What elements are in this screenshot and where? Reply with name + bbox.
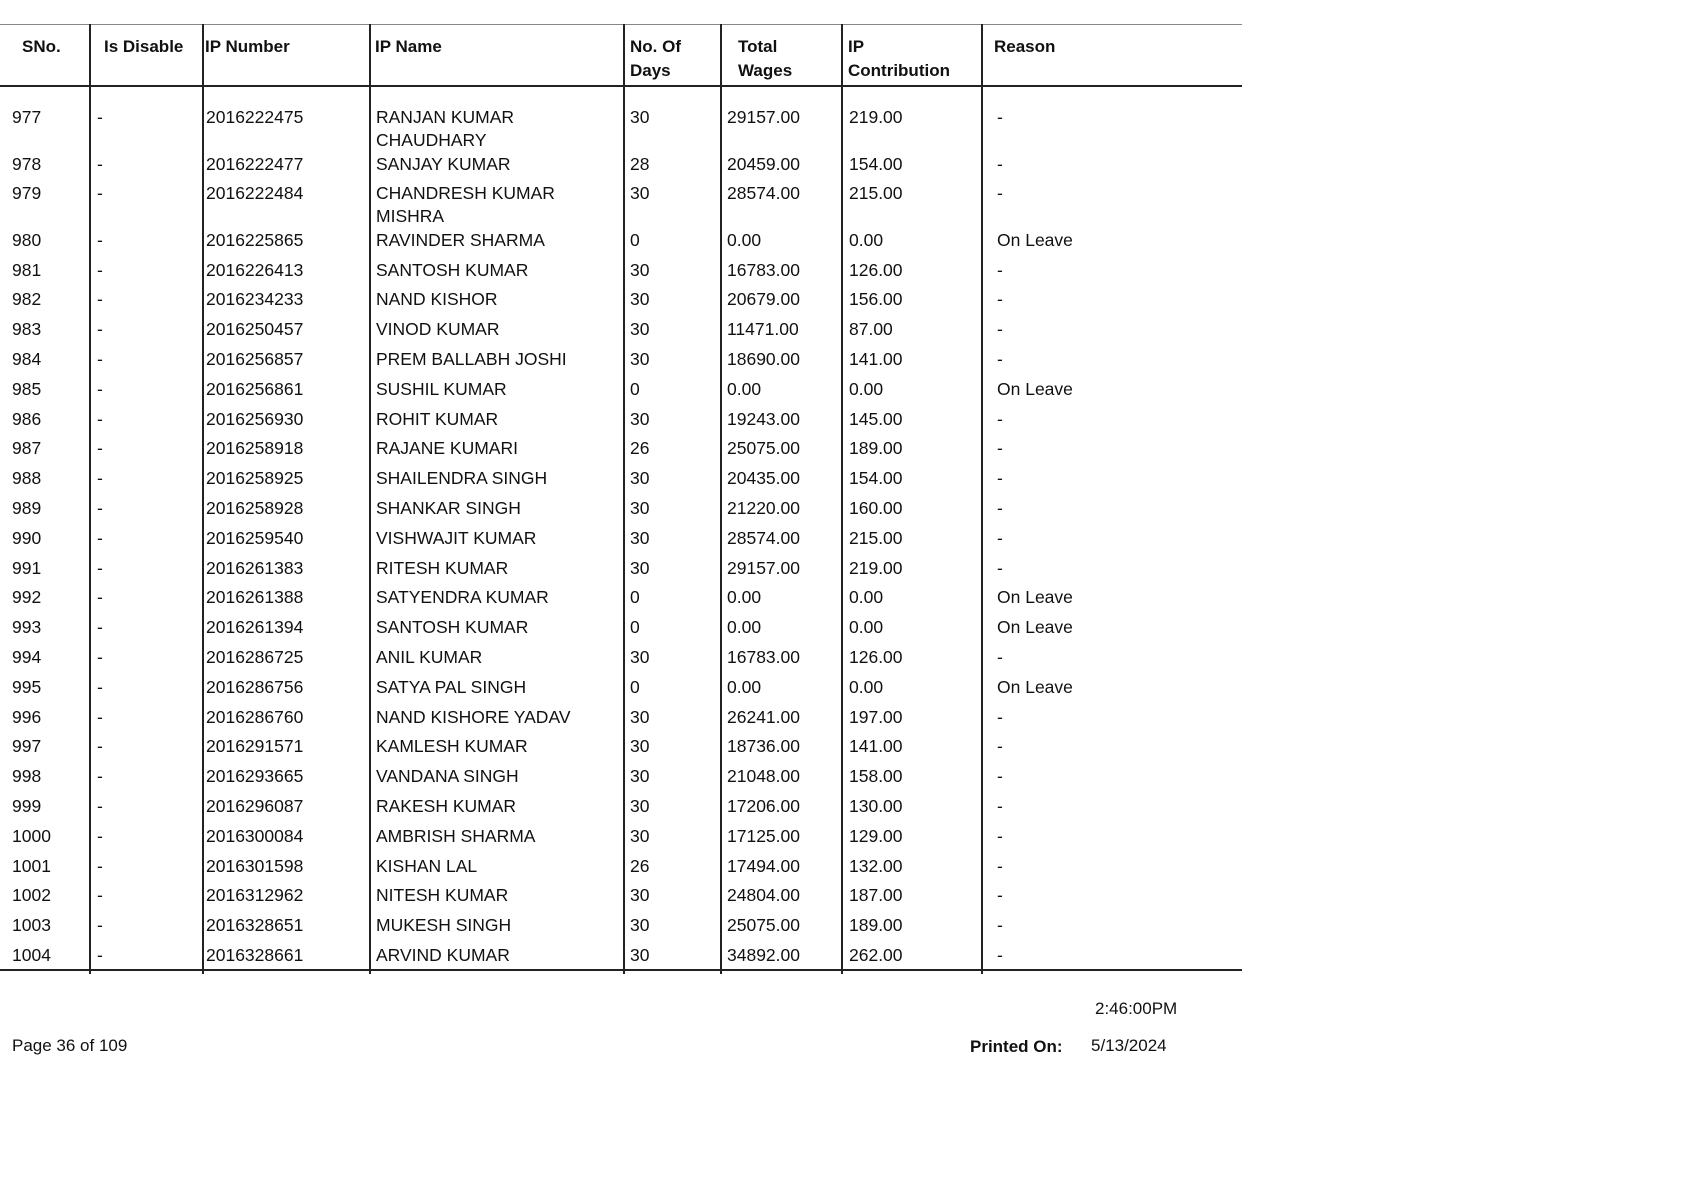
cell-reason: - [997,468,1003,489]
cell-is-disable: - [97,647,103,667]
cell-days: 30 [630,706,650,727]
cell-total-wages: 25075.00 [727,438,800,459]
cell-total-wages: 29157.00 [727,107,800,127]
header-is-disable: Is Disable [104,37,184,56]
cell-ip-contribution: 0.00 [849,229,884,250]
cell-ip-contribution: 145.00 [849,408,903,429]
cell-reason: - [997,736,1003,757]
cell-ip-name: KAMLESH KUMAR [376,736,528,757]
cell-is-disable: - [97,527,103,548]
cell-sno: 1003 [12,915,51,936]
cell-reason: - [997,107,1003,127]
cell-is-disable: - [97,617,103,638]
cell-ip-number: 2016225865 [206,229,304,250]
cell-total-wages: 20435.00 [727,468,800,489]
cell-ip-number: 2016293665 [206,766,304,787]
cell-ip-name: MUKESH SINGH [376,915,512,936]
cell-ip-name: KISHAN LAL [376,855,478,876]
cell-is-disable: - [97,229,103,250]
cell-is-disable: - [97,183,103,204]
cell-is-disable: - [97,349,103,369]
printed-on-label: Printed On: [970,1037,1063,1056]
header-ip-name: IP Name [375,37,442,56]
cell-total-wages: 19243.00 [727,408,800,429]
cell-sno: 992 [12,587,42,608]
cell-ip-number: 2016286756 [206,676,304,697]
cell-ip-number: 2016261388 [206,587,304,608]
cell-ip-number: 2016312962 [206,885,304,906]
cell-is-disable: - [97,107,103,127]
cell-days: 30 [630,408,650,429]
cell-days: 26 [630,438,650,459]
cell-is-disable: - [97,289,103,310]
cell-sno: 991 [12,557,42,578]
cell-sno: 999 [12,796,42,816]
printed-on-date: 5/13/2024 [1091,1036,1167,1055]
cell-ip-number: 2016261394 [206,617,304,638]
cell-ip-name: ANIL KUMAR [376,647,483,667]
cell-ip-name: VANDANA SINGH [376,766,519,787]
cell-reason: - [997,706,1003,727]
cell-is-disable: - [97,825,103,846]
cell-is-disable: - [97,855,103,876]
cell-total-wages: 17494.00 [727,855,800,876]
column-divider [89,24,91,974]
cell-ip-contribution: 132.00 [849,855,903,876]
cell-ip-name: RANJAN KUMAR CHAUDHARY [376,107,515,150]
cell-ip-name: NAND KISHORE YADAV [376,706,571,727]
cell-ip-contribution: 189.00 [849,438,903,459]
cell-is-disable: - [97,706,103,727]
header-wages-line2: Wages [738,61,793,80]
cell-is-disable: - [97,319,103,340]
cell-is-disable: - [97,587,103,608]
cell-total-wages: 29157.00 [727,557,800,578]
cell-total-wages: 0.00 [727,587,762,608]
cell-ip-number: 2016222484 [206,183,304,204]
cell-total-wages: 20679.00 [727,289,800,310]
cell-ip-number: 2016256861 [206,378,304,399]
cell-ip-contribution: 158.00 [849,766,903,787]
cell-is-disable: - [97,915,103,936]
cell-total-wages: 0.00 [727,229,762,250]
cell-ip-number: 2016250457 [206,319,304,340]
cell-ip-number: 2016234233 [206,289,304,310]
cell-days: 30 [630,498,650,518]
header-ip-contribution [848,35,950,83]
cell-sno: 979 [12,183,42,204]
print-time: 2:46:00PM [1095,999,1178,1018]
cell-sno: 996 [12,706,42,727]
table-top-rule [0,24,1242,25]
cell-days: 26 [630,855,650,876]
cell-ip-name: SANTOSH KUMAR [376,617,529,638]
cell-reason: - [997,885,1003,906]
cell-total-wages: 21048.00 [727,766,800,787]
cell-total-wages: 16783.00 [727,647,800,667]
cell-reason: - [997,438,1003,459]
header-wages-line1: Total [738,37,778,56]
cell-total-wages: 20459.00 [727,153,800,174]
cell-ip-contribution: 197.00 [849,706,903,727]
cell-ip-name: SHAILENDRA SINGH [376,468,548,489]
cell-ip-contribution: 126.00 [849,647,903,667]
cell-ip-contribution: 262.00 [849,945,903,965]
cell-ip-contribution: 141.00 [849,736,903,757]
cell-ip-name: CHANDRESH KUMAR MISHRA [376,183,555,227]
cell-days: 0 [630,617,640,638]
cell-sno: 993 [12,617,42,638]
cell-ip-name: NAND KISHOR [376,289,498,310]
header-days [630,35,681,83]
cell-total-wages: 34892.00 [727,945,800,965]
cell-ip-contribution: 126.00 [849,259,903,280]
cell-ip-number: 2016258928 [206,498,304,518]
cell-total-wages: 25075.00 [727,915,800,936]
cell-is-disable: - [97,468,103,489]
column-divider [623,24,625,974]
cell-ip-number: 2016226413 [206,259,304,280]
cell-is-disable: - [97,766,103,787]
cell-ip-contribution: 0.00 [849,676,884,697]
cell-sno: 1000 [12,825,51,846]
cell-ip-name: VISHWAJIT KUMAR [376,527,537,548]
cell-sno: 987 [12,438,42,459]
cell-ip-number: 2016300084 [206,825,304,846]
cell-days: 0 [630,229,640,250]
cell-ip-name: ROHIT KUMAR [376,408,499,429]
cell-ip-name: AMBRISH SHARMA [376,825,536,846]
cell-is-disable: - [97,378,103,399]
cell-ip-contribution: 0.00 [849,378,884,399]
cell-reason: On Leave [997,617,1073,638]
cell-ip-contribution: 187.00 [849,885,903,906]
cell-ip-name: RAVINDER SHARMA [376,229,545,250]
cell-ip-contribution: 215.00 [849,527,903,548]
cell-sno: 982 [12,289,42,310]
header-reason: Reason [994,37,1056,56]
cell-total-wages: 0.00 [727,676,762,697]
cell-reason: - [997,825,1003,846]
cell-reason: - [997,647,1003,667]
cell-reason: - [997,153,1003,174]
column-divider [841,24,843,974]
header-ip-number: IP Number [205,37,290,56]
cell-sno: 990 [12,527,42,548]
cell-days: 30 [630,915,650,936]
cell-sno: 977 [12,107,42,127]
cell-reason: - [997,319,1003,340]
wage-report-table [0,24,1242,972]
cell-reason: - [997,557,1003,578]
cell-is-disable: - [97,945,103,965]
cell-sno: 983 [12,319,42,340]
cell-days: 30 [630,796,650,816]
cell-is-disable: - [97,885,103,906]
cell-reason: On Leave [997,676,1073,697]
cell-sno: 984 [12,349,42,369]
cell-ip-name: RAKESH KUMAR [376,796,517,816]
cell-ip-contribution: 154.00 [849,468,903,489]
column-divider [202,24,204,974]
cell-days: 30 [630,945,650,965]
cell-days: 30 [630,557,650,578]
column-divider [981,24,983,974]
header-total-wages [738,35,792,83]
cell-days: 30 [630,647,650,667]
header-contrib-line1: IP [848,37,865,56]
cell-ip-contribution: 130.00 [849,796,903,816]
cell-is-disable: - [97,153,103,174]
cell-ip-name: ARVIND KUMAR [376,945,510,965]
cell-ip-name: PREM BALLABH JOSHI [376,349,567,369]
cell-ip-contribution: 0.00 [849,617,884,638]
cell-days: 30 [630,468,650,489]
cell-total-wages: 28574.00 [727,527,800,548]
cell-is-disable: - [97,408,103,429]
cell-days: 30 [630,107,650,127]
cell-days: 30 [630,825,650,846]
cell-ip-number: 2016256930 [206,408,304,429]
cell-ip-name: VINOD KUMAR [376,319,500,340]
cell-is-disable: - [97,796,103,816]
header-sno: SNo. [22,37,61,56]
cell-days: 0 [630,587,640,608]
cell-total-wages: 0.00 [727,617,762,638]
cell-reason: - [997,796,1003,816]
cell-days: 0 [630,676,640,697]
cell-total-wages: 18736.00 [727,736,800,757]
header-days-line1: No. Of [630,37,681,56]
column-divider [720,24,722,974]
cell-is-disable: - [97,736,103,757]
cell-reason: - [997,945,1003,965]
cell-days: 30 [630,766,650,787]
cell-ip-contribution: 219.00 [849,557,903,578]
column-divider [369,24,371,974]
cell-days: 30 [630,736,650,757]
cell-reason: - [997,855,1003,876]
cell-ip-name: SATYENDRA KUMAR [376,587,549,608]
cell-sno: 986 [12,408,42,429]
cell-ip-number: 2016291571 [206,736,304,757]
cell-sno: 985 [12,378,42,399]
cell-reason: - [997,289,1003,310]
cell-ip-number: 2016286760 [206,706,304,727]
cell-sno: 981 [12,259,42,280]
cell-total-wages: 18690.00 [727,349,800,369]
cell-ip-contribution: 156.00 [849,289,903,310]
cell-reason: On Leave [997,229,1073,250]
cell-total-wages: 17206.00 [727,796,800,816]
cell-is-disable: - [97,259,103,280]
cell-ip-contribution: 160.00 [849,498,903,518]
cell-ip-number: 2016258918 [206,438,304,459]
cell-reason: - [997,183,1003,204]
cell-ip-contribution: 141.00 [849,349,903,369]
cell-ip-number: 2016259540 [206,527,304,548]
cell-reason: - [997,527,1003,548]
cell-reason: On Leave [997,378,1073,399]
cell-days: 30 [630,349,650,369]
cell-ip-name: SHANKAR SINGH [376,498,521,518]
cell-sno: 995 [12,676,42,697]
cell-is-disable: - [97,498,103,518]
cell-ip-contribution: 0.00 [849,587,884,608]
cell-ip-name: SUSHIL KUMAR [376,378,507,399]
cell-ip-number: 2016296087 [206,796,304,816]
cell-days: 0 [630,378,640,399]
cell-ip-name: SATYA PAL SINGH [376,676,527,697]
cell-ip-number: 2016286725 [206,647,304,667]
cell-reason: - [997,915,1003,936]
header-contrib-line2: Contribution [848,61,950,80]
cell-sno: 989 [12,498,42,518]
cell-ip-name: RAJANE KUMARI [376,438,518,459]
cell-is-disable: - [97,438,103,459]
cell-total-wages: 24804.00 [727,885,800,906]
table-bottom-rule [0,969,1242,971]
cell-total-wages: 11471.00 [727,319,799,340]
cell-reason: - [997,259,1003,280]
cell-reason: On Leave [997,587,1073,608]
cell-ip-contribution: 129.00 [849,825,903,846]
cell-is-disable: - [97,557,103,578]
cell-ip-name: RITESH KUMAR [376,557,509,578]
cell-ip-contribution: 219.00 [849,107,903,127]
cell-sno: 1002 [12,885,51,906]
cell-ip-contribution: 154.00 [849,153,903,174]
cell-sno: 980 [12,229,42,250]
cell-sno: 978 [12,153,42,174]
header-bottom-rule [0,85,1242,87]
cell-days: 28 [630,153,650,174]
cell-ip-name: NITESH KUMAR [376,885,509,906]
cell-total-wages: 28574.00 [727,183,800,204]
cell-ip-number: 2016222477 [206,153,304,174]
cell-reason: - [997,349,1003,369]
cell-sno: 998 [12,766,42,787]
cell-sno: 997 [12,736,42,757]
cell-sno: 1001 [12,855,51,876]
cell-ip-number: 2016261383 [206,557,304,578]
cell-reason: - [997,766,1003,787]
cell-days: 30 [630,259,650,280]
cell-sno: 988 [12,468,42,489]
cell-is-disable: - [97,676,103,697]
header-days-line2: Days [630,61,671,80]
cell-days: 30 [630,319,650,340]
cell-days: 30 [630,885,650,906]
cell-ip-contribution: 87.00 [849,319,893,340]
cell-ip-contribution: 215.00 [849,183,903,204]
cell-days: 30 [630,183,650,204]
cell-ip-number: 2016328651 [206,915,304,936]
cell-total-wages: 26241.00 [727,706,800,727]
cell-ip-number: 2016328661 [206,945,304,965]
cell-ip-contribution: 189.00 [849,915,903,936]
cell-ip-number: 2016258925 [206,468,304,489]
cell-total-wages: 0.00 [727,378,762,399]
cell-sno: 994 [12,647,42,667]
cell-ip-name: SANTOSH KUMAR [376,259,529,280]
cell-total-wages: 16783.00 [727,259,800,280]
cell-days: 30 [630,527,650,548]
cell-ip-number: 2016222475 [206,107,304,127]
cell-reason: - [997,498,1003,518]
cell-ip-number: 2016301598 [206,855,304,876]
cell-total-wages: 21220.00 [727,498,800,518]
cell-reason: - [997,408,1003,429]
cell-total-wages: 17125.00 [727,825,800,846]
cell-ip-name: SANJAY KUMAR [376,153,511,174]
cell-sno: 1004 [12,945,51,965]
cell-ip-number: 2016256857 [206,349,304,369]
cell-days: 30 [630,289,650,310]
page-number: Page 36 of 109 [12,1036,128,1055]
